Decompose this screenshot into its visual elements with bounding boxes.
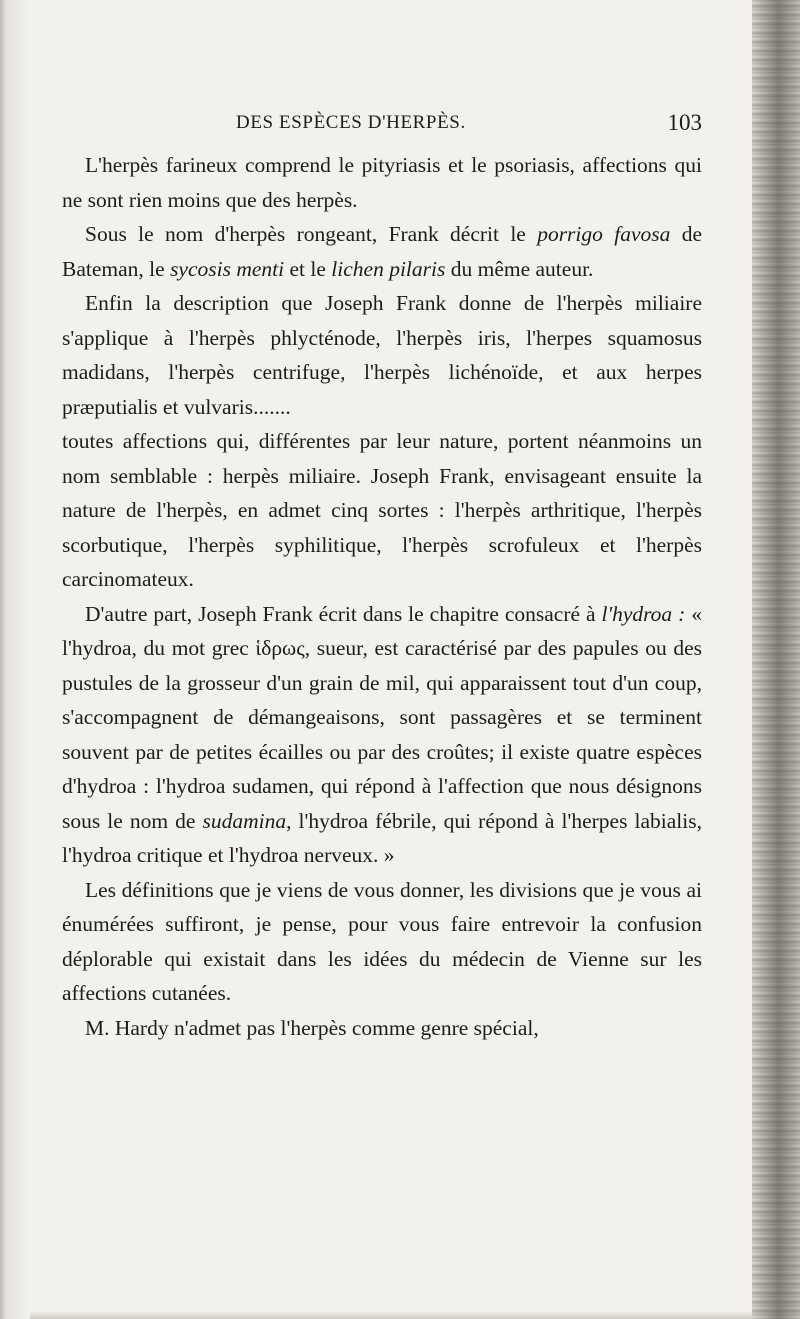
paragraph-text: M. Hardy n'admet pas l'herpès comme genre spécial,: [85, 1015, 539, 1040]
paragraph-text: Les définitions que je viens de vous donner, les divisions que je vous ai énumérées suffiront, je pense, pour vous faire entrevoir la confusion déplorable qui existait dans les idées du médecin de Vienne sur les affections cutanées.: [62, 877, 702, 1005]
body-text: [62, 148, 702, 1045]
paragraph-text: D'autre part, Joseph Frank écrit dans le chapitre consacré à: [85, 601, 602, 626]
paragraph-continuation: [62, 424, 702, 597]
paragraph-text: Enfin la description que Joseph Frank donne de l'herpès miliaire s'applique à l'herpès phlycténode, l'herpès iris, l'herpes squamosus madidans, l'herpès centrifuge, l'herpès lichénoïde, et aux herpes præputialis et vulvaris.......: [62, 291, 702, 419]
paragraph-text: de Bateman, le: [62, 222, 703, 281]
paragraph-text: et le: [284, 256, 332, 281]
paragraph-text: « l'hydroa, du mot grec ἱδρως, sueur, est caractérisé par des papules ou des pustules de la grosseur d'un grain de mil, qui apparaissent tout d'un coup, s'accompagnent de démangeaisons, sont passagères et se terminent souvent par de petites écailles ou par des croûtes; il existe quatre espèces d'hydroa : l'hydroa sudamen, qui répond à l'affection que nous désignons sous le nom de: [62, 601, 703, 833]
paragraph: [62, 1011, 702, 1046]
paragraph: [62, 597, 702, 873]
page-number: 103: [667, 110, 702, 135]
paragraph-text: , l'hydroa fébrile, qui répond à l'herpes labialis, l'hydroa critique et l'hydroa nerveux. »: [62, 808, 702, 867]
page-bottom-edge: [30, 1311, 752, 1319]
book-spine-edge: [752, 0, 800, 1319]
italic-term: lichen pilaris: [331, 256, 446, 281]
italic-term: sycosis menti: [170, 256, 285, 281]
running-head: [62, 112, 702, 140]
running-title: DES ESPÈCES D'HERPÈS.: [236, 112, 466, 133]
italic-term: sudamina: [202, 808, 287, 833]
italic-term: l'hydroa :: [601, 601, 686, 626]
paragraph: [62, 873, 702, 1011]
italic-term: porrigo favosa: [537, 222, 671, 246]
paragraph-text: du même auteur.: [445, 256, 594, 281]
paragraph: [62, 148, 702, 217]
paragraph-text: toutes affections qui, différentes par leur nature, portent néanmoins un nom semblable : herpès miliaire. Joseph Frank, envisageant ensuite la nature de l'herpès, en admet cinq sortes : l'herpès arthritique, l'herpès scorbutique, l'herpès syphilitique, l'herpès scrofuleux et l'herpès carcinomateux.: [62, 429, 702, 591]
paragraph: [62, 286, 702, 424]
paragraph: [62, 217, 702, 286]
page-gutter-shadow: [0, 0, 30, 1319]
paragraph-text: Sous le nom d'herpès rongeant, Frank décrit le: [85, 222, 538, 246]
paragraph-text: L'herpès farineux comprend le pityriasis et le psoriasis, affections qui ne sont rien moins que des herpès.: [62, 153, 702, 212]
